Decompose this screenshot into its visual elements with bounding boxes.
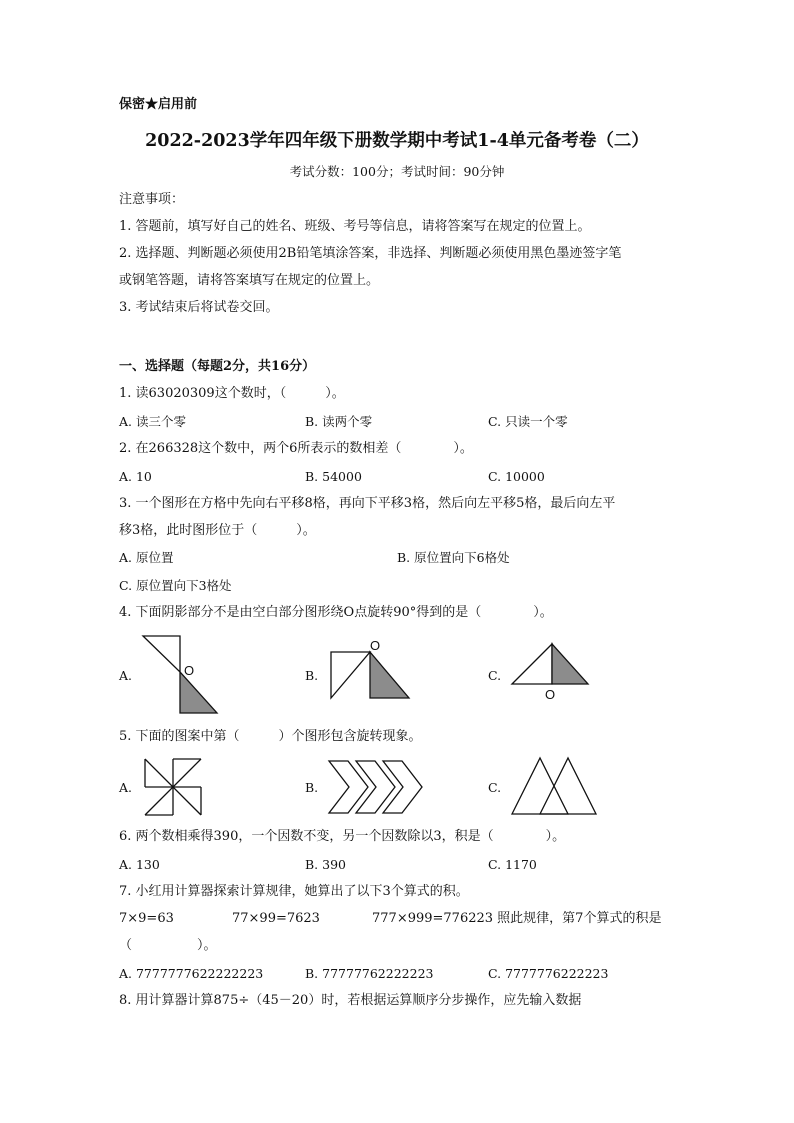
q7-formula-2: 77×99=7623 [232,911,320,926]
q1-option-b[interactable]: B. 读两个零 [305,414,373,429]
q5-figure-c-triangles [510,756,610,818]
q7-formula-1: 7×9=63 [119,911,174,926]
question-2-stem: 2. 在266328这个数中，两个6所表示的数相差（ ）。 [119,441,473,456]
point-o-label: O [184,663,195,678]
question-6-stem: 6. 两个数相乘得390，一个因数不变，另一个因数除以3，积是（ ）。 [119,829,566,844]
notes-heading: 注意事项： [119,192,185,207]
q6-option-c[interactable]: C. 1170 [488,857,537,872]
secret-label: 保密★启用前 [119,97,198,112]
q7-answer-blank: （ ）。 [119,938,217,953]
question-1-stem: 1. 读63020309这个数时，（ ）。 [119,386,345,401]
question-5-stem: 5. 下面的图案中第（ ）个图形包含旋转现象。 [119,729,422,744]
note-item: 或钢笔答题，请将答案填写在规定的位置上。 [119,273,380,288]
q2-option-c[interactable]: C. 10000 [488,469,545,484]
blank-triangle [143,636,180,672]
q7-option-b[interactable]: B. 77777762222223 [305,966,434,981]
note-item: 2. 选择题、判断题必须使用2B铅笔填涂答案，非选择、判断题必须使用黑色墨迹签字笔 [119,246,622,261]
question-3-stem-line2: 移3格，此时图形位于（ ）。 [119,523,316,538]
q4-option-a[interactable]: A. [119,668,133,683]
q1-option-a[interactable]: A. 读三个零 [119,414,186,429]
q5-option-a[interactable]: A. [119,780,133,795]
q5-figure-a-pinwheel [143,758,203,818]
shaded-triangle [180,672,217,713]
note-item: 3. 考试结束后将试卷交回。 [119,300,279,315]
q1-option-c[interactable]: C. 只读一个零 [488,414,568,429]
q2-option-a[interactable]: A. 10 [119,469,152,484]
point-o-label: O [370,638,381,653]
blank-triangle [331,652,370,698]
q4-figure-b [330,638,420,708]
q3-option-b[interactable]: B. 原位置向下6格处 [397,550,510,565]
q7-option-a[interactable]: A. 7777777622222223 [119,966,264,981]
q5-option-b[interactable]: B. [305,780,319,795]
q7-formula-3: 777×999=776223 照此规律，第7个算式的积是 [372,911,662,926]
q5-figure-b-chevrons [328,760,448,816]
q4-option-c[interactable]: C. [488,668,502,683]
q7-option-c[interactable]: C. 7777776222223 [488,966,609,981]
q3-option-c[interactable]: C. 原位置向下3格处 [119,578,232,593]
q6-option-b[interactable]: B. 390 [305,857,346,872]
question-8-stem: 8. 用计算器计算875÷（45－20）时，若根据运算顺序分步操作，应先输入数据 [119,993,582,1008]
blank-triangle [512,644,552,684]
q5-option-c[interactable]: C. [488,780,502,795]
q4-option-b[interactable]: B. [305,668,319,683]
question-4-stem: 4. 下面阴影部分不是由空白部分图形绕O点旋转90°得到的是（ ）。 [119,605,553,620]
point-o-label: O [545,687,556,702]
question-7-stem: 7. 小红用计算器探索计算规律，她算出了以下3个算式的积。 [119,884,469,899]
q6-option-a[interactable]: A. 130 [119,857,160,872]
note-item: 1. 答题前，填写好自己的姓名、班级、考号等信息，请将答案写在规定的位置上。 [119,219,591,234]
shaded-triangle [552,644,588,684]
question-3-stem-line1: 3. 一个图形在方格中先向右平移8格，再向下平移3格，然后向左平移5格，最后向左平 [119,496,616,511]
q3-option-a[interactable]: A. 原位置 [119,550,174,565]
page-title: 2022-2023学年四年级下册数学期中考试1-4单元备考卷（二） [145,131,649,151]
section-heading: 一、选择题（每题2分，共16分） [119,359,316,374]
q4-figure-c [510,642,610,702]
page-subtitle: 考试分数：100分；考试时间：90分钟 [289,164,505,179]
q4-figure-a [140,632,230,722]
shaded-triangle [370,652,409,698]
q2-option-b[interactable]: B. 54000 [305,469,362,484]
